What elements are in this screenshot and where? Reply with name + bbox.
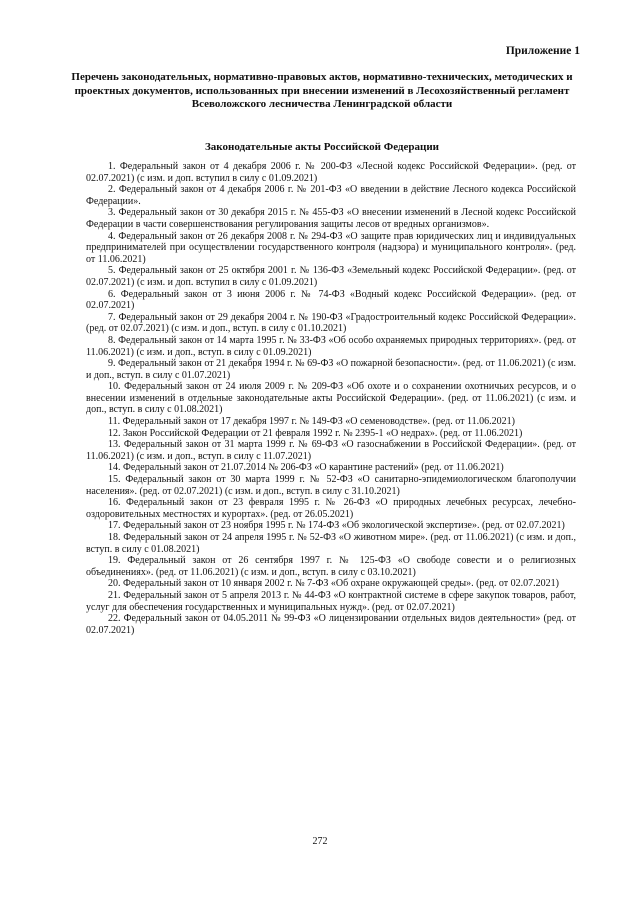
list-item: 20. Федеральный закон от 10 января 2002 г. № 7-ФЗ «Об охране окружающей среды». (ред. от 02.07.2021) bbox=[108, 578, 559, 590]
list-item: 4. Федеральный закон от 26 декабря 2008 г. № 294-ФЗ «О защите прав юридических лиц и индивидуальных предпринимателей при осуществлении государственного контроля (надзора) и муниципального контроля». (ред. от 11.06.2021) bbox=[86, 230, 576, 265]
legislation-list bbox=[86, 161, 576, 636]
page-number: 272 bbox=[312, 836, 328, 847]
list-item: 19. Федеральный закон от 26 сентября 1997 г. № 125-ФЗ «О свободе совести и о религиозных объединениях». (ред. от 11.06.2021) (с изм. и доп., вступ. в силу с 03.10.2021) bbox=[86, 555, 576, 578]
list-item: 16. Федеральный закон от 23 февраля 1995 г. № 26-ФЗ «О природных лечебных ресурсах, лечебно-оздоровительных местностях и курортах». (ред. от 26.05.2021) bbox=[86, 497, 576, 520]
appendix-label: Приложение 1 bbox=[505, 45, 580, 57]
list-item: 3. Федеральный закон от 30 декабря 2015 г. № 455-ФЗ «О внесении изменений в Лесной кодекс Российской Федерации в части совершенствования регулирования защиты лесов от вредных организмов». bbox=[86, 207, 576, 230]
section-heading: Законодательные акты Российской Федерации bbox=[204, 141, 440, 153]
list-item: 15. Федеральный закон от 30 марта 1999 г. № 52-ФЗ «О санитарно-эпидемиологическом благополучии населения». (ред. от 02.07.2021) (с изм. и доп., вступ. в силу с 31.10.2021) bbox=[86, 474, 576, 497]
list-item: 21. Федеральный закон от 5 апреля 2013 г. № 44-ФЗ «О контрактной системе в сфере закупок товаров, работ, услуг для обеспечения государственных и муниципальных нужд». (ред. от 02.07.2021) bbox=[86, 589, 576, 613]
list-item: 8. Федеральный закон от 14 марта 1995 г. № 33-ФЗ «Об особо охраняемых природных территориях». (ред. от 11.06.2021) (с изм. и доп., вступ. в силу с 01.09.2021) bbox=[86, 334, 576, 358]
list-item: 6. Федеральный закон от 3 июня 2006 г. № 74-ФЗ «Водный кодекс Российской Федерации». (ред. от 02.07.2021) bbox=[86, 288, 576, 312]
list-item: 22. Федеральный закон от 04.05.2011 № 99-ФЗ «О лицензировании отдельных видов деятельности» (ред. от 02.07.2021) bbox=[86, 613, 576, 636]
list-item: 1. Федеральный закон от 4 декабря 2006 г. № 200-ФЗ «Лесной кодекс Российской Федерации». (ред. от 02.07.2021) (с изм. и доп. вступил в силу с 01.09.2021) bbox=[86, 161, 576, 184]
list-item: 11. Федеральный закон от 17 декабря 1997 г. № 149-ФЗ «О семеноводстве». (ред. от 11.06.2021) bbox=[108, 416, 515, 428]
list-item: 14. Федеральный закон от 21.07.2014 № 206-ФЗ «О карантине растений» (ред. от 11.06.2021) bbox=[108, 462, 504, 474]
list-item: 10. Федеральный закон от 24 июля 2009 г. № 209-ФЗ «Об охоте и о сохранении охотничьих ресурсов, и о внесении изменений в отдельные законодательные акты Российской Федерации». (ред. от 11.06.2021) (с изм. и доп., вступ. в силу с 01.08.2021) bbox=[86, 381, 576, 416]
list-item: 7. Федеральный закон от 29 декабря 2004 г. № 190-ФЗ «Градостроительный кодекс Российской Федерации». (ред. от 02.07.2021) (с изм. и доп., вступ. в силу с 01.10.2021) bbox=[86, 311, 576, 335]
list-item: 17. Федеральный закон от 23 ноября 1995 г. № 174-ФЗ «Об экологической экспертизе». (ред. от 02.07.2021) bbox=[108, 520, 565, 532]
list-item: 12. Закон Российской Федерации от 21 февраля 1992 г. № 2395-1 «О недрах». (ред. от 11.06.2021) bbox=[108, 427, 523, 439]
list-item: 9. Федеральный закон от 21 декабря 1994 г. № 69-ФЗ «О пожарной безопасности». (ред. от 11.06.2021) (с изм. и доп., вступ. в силу с 01.07.2021) bbox=[86, 358, 576, 381]
list-item: 13. Федеральный закон от 31 марта 1999 г. № 69-ФЗ «О газоснабжении в Российской Федерации». (ред. от 11.06.2021) (с изм. и доп., вступ. в силу с 11.07.2021) bbox=[86, 439, 576, 462]
list-item: 18. Федеральный закон от 24 апреля 1995 г. № 52-ФЗ «О животном мире». (ред. от 11.06.2021) (с изм. и доп., вступ. в силу с 01.08.2021) bbox=[86, 532, 576, 555]
list-item: 2. Федеральный закон от 4 декабря 2006 г. № 201-ФЗ «О введении в действие Лесного кодекса Российской Федерации». bbox=[86, 184, 576, 207]
list-item: 5. Федеральный закон от 25 октября 2001 г. № 136-ФЗ «Земельный кодекс Российской Федерации». (ред. от 02.07.2021) (с изм. и доп. вступил в силу с 01.09.2021) bbox=[86, 265, 576, 288]
document-title: Перечень законодательных, нормативно-правовых актов, нормативно-технических, методических и проектных документов, использованных при внесении изменений в Лесохозяйственный регламент Всеволожского лесничества Ленинградской области bbox=[71, 71, 573, 110]
